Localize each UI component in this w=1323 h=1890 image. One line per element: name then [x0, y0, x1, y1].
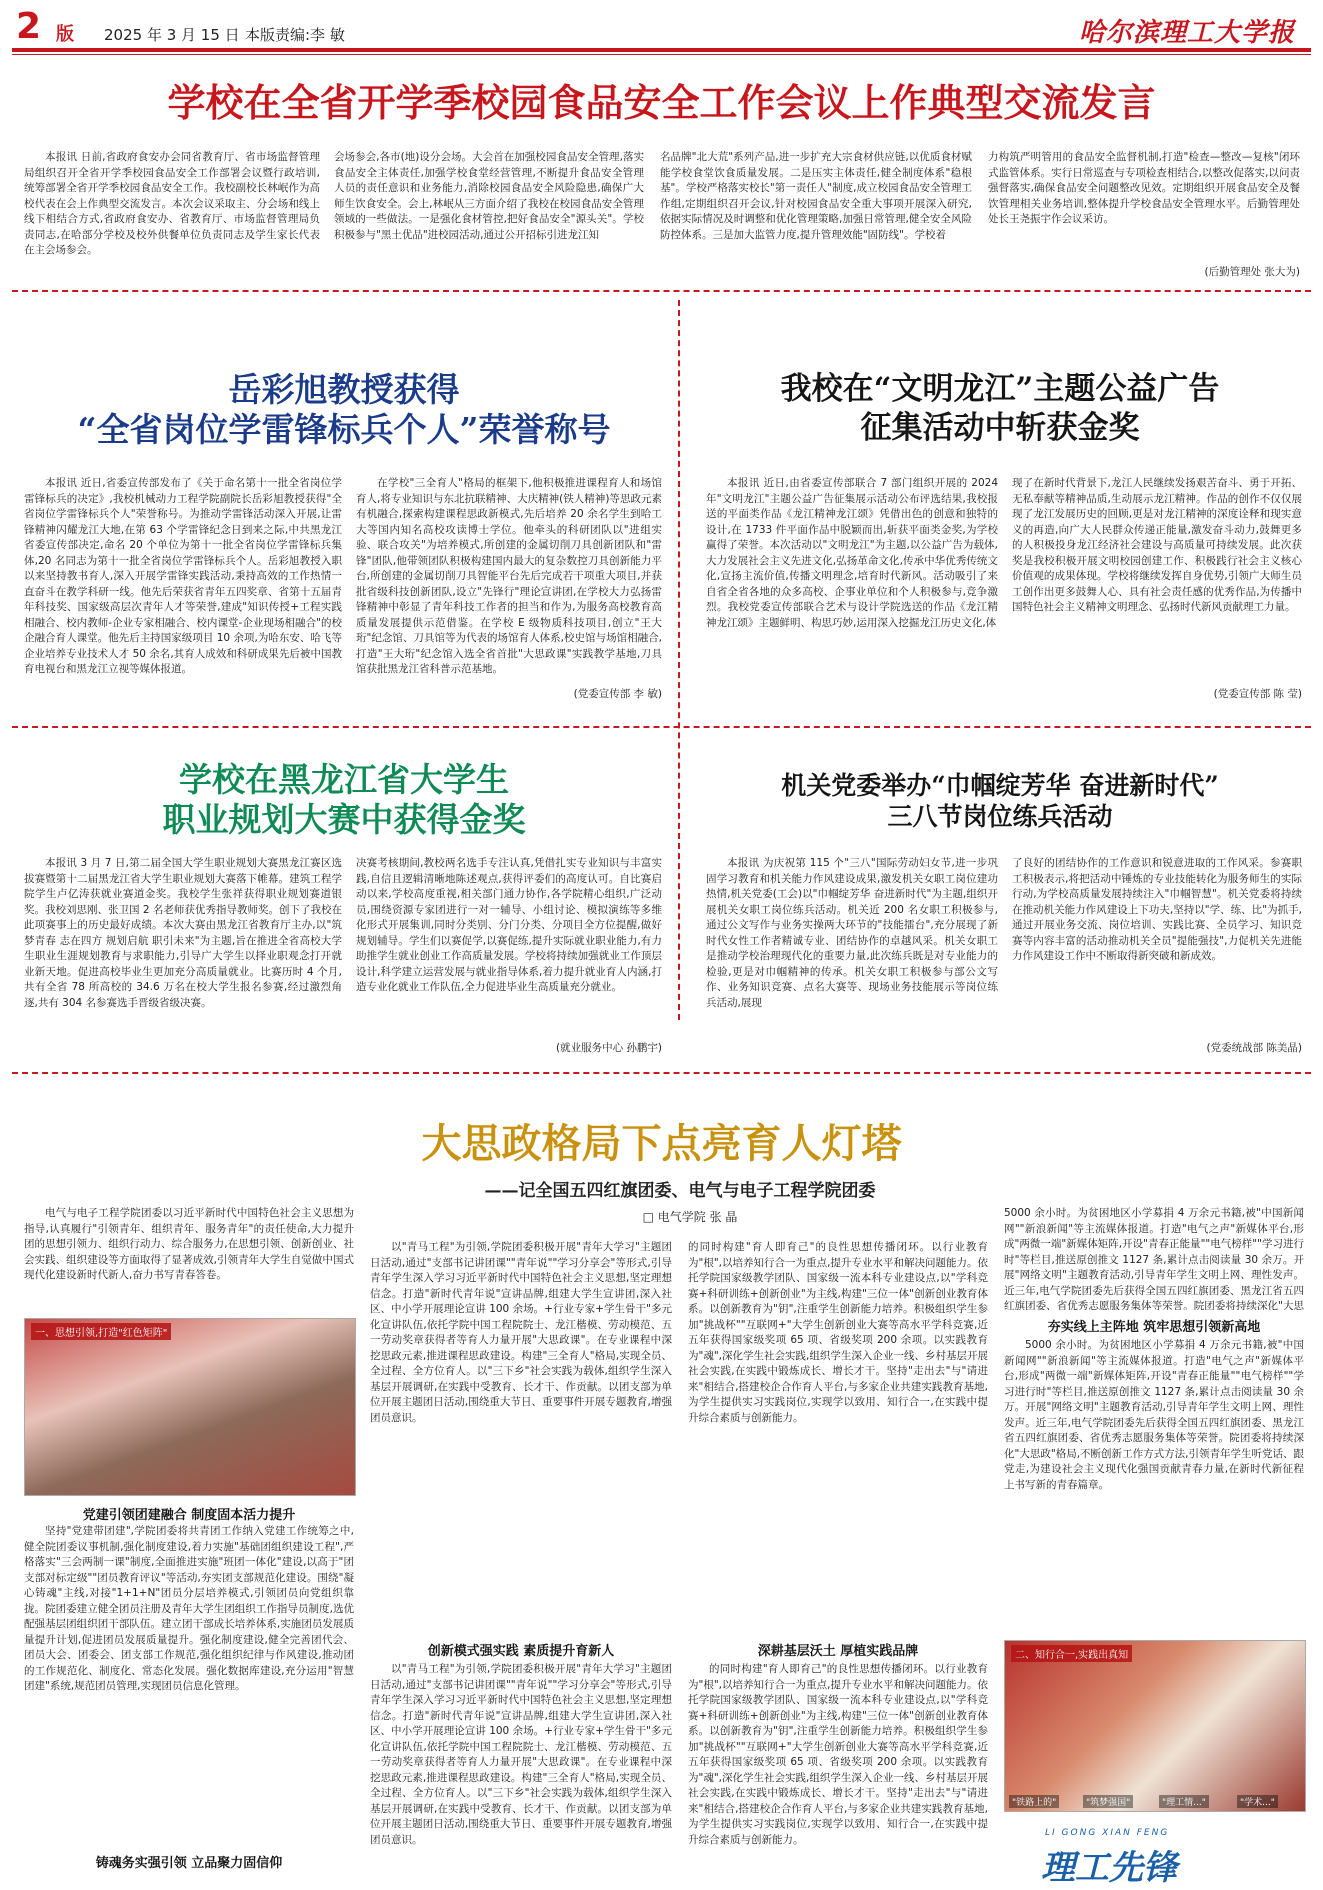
column-divider — [678, 300, 680, 1020]
article2-column — [24, 476, 342, 704]
photo2-label: 二、知行合一,实践出真知 — [1011, 1645, 1132, 1662]
article4-col2-text: 决赛考核期间,教校两名选手专注认真,凭借扎实专业知识与丰富实践,自信且逻辑清晰地陈述观点,获得评委们的高度认可。自比赛启动以来,学校高度重视,相关部门通力协作,各学院精心组织,广泛动员,围绕资源专家团进行一对一辅导、小组讨论、模拟演练等多维化形式开展集训,同时分类别、分门分类、分项目全方位提醒,做好规划辅导。学生们以赛促学,以赛促练,提升实际就业职业能力,有力助推学生就业创业工作高质量发展。学校将持续加强就业工作顶层设计,科学建立运营发展与就业指导体系,着力提升就业育人内涵,打造专业化就业工作队伍,全力促进毕业生高质量充分就业。 — [356, 857, 662, 993]
article4-byline: (就业服务中心 孙鹏宇) — [555, 1042, 662, 1054]
article4-column — [24, 856, 342, 1060]
article4-column — [356, 856, 662, 1034]
article1-column — [660, 150, 972, 276]
article2-column — [356, 476, 662, 678]
feature-intro-text: 电气与电子工程学院团委以习近平新时代中国特色社会主义思想为指导,认真履行"引领青年、组织青年、服务青年"的责任使命,大力提升团的思想引领力、组织行动力、综合服务力,在思想引领、创新创业、社会实践、组织建设等方面取得了显著成效,引领青年大学生自觉做中国式现代化建设新时代新人,奋力书写青春答卷。 — [24, 1207, 354, 1281]
masthead-thin-rule — [12, 54, 1311, 55]
feature-author — [560, 1208, 820, 1225]
photo2-caption: "学术..." — [1237, 1795, 1278, 1808]
page-number: 2 — [16, 6, 42, 47]
article2-byline: (党委宣传部 李 敏) — [573, 688, 662, 700]
feature-colA-text: 坚持"党建带团建",学院团委将共青团工作纳入党建工作统筹之中,健全院团委议事机制,强化制度建设,着力实施"基础团组织建设工程",严格落实"三会两制一课"制度,全面推进实施"班团一体化"建设,以高于"团支部对标定级""团员教育评议"等活动,夯实团支部规范化建设。围绕"凝心铸魂"主线,对接"1+1+N"团员分层培养模式,引领团员向党组织靠拢。院团委建立健全团员注册及青年大学生团组织工作指导员制度,选优配强基层团组织团干部队伍。建立团干部成长培养体系,实施团员发展质量提升计划,促进团员发展质量提升。强化制度建设,健全完善团代会、团员大会、团委会、团支部工作规范,强化组织纪律与作风建设,推动团的工作规范化、制度化、常态化发展。强化数据库建设,充分运用"智慧团建"系统,规范团员管理,实现团员信息化管理。 — [24, 1525, 354, 1692]
feature-subtitle: ——记全国五四红旗团委、电气与电子工程学院团委 — [484, 1181, 876, 1201]
feature-colB-text: 以"青马工程"为引领,学院团委积极开展"青年大学习"主题团日活动,通过"支部书记讲团课""青年说""学习分享会"等形式,引导青年学生深入学习习近平新时代中国特色社会主义思想,坚定理想信念。打造"新时代青年说"宣讲品牌,组建大学生宣讲团,深入社区、中小学开展理论宣讲 100 余场。+行业专家+学生骨干"多元化宣讲队伍,依托学院中国工程院院士、龙江楷模、劳动模范、五一劳动奖章获得者等育人力量开展"大思政课"。在专业课程中深挖思政元素,推进课程思政建设。构建"三全育人"格局,实现全员、全过程、全方位育人。以"三下乡"社会实践为载体,组织学生深入基层开展调研,在实践中受教育、长才干、作贡献。以团支部为单位开展主题团日活动,围绕重大节日、重要事件开展专题教育,增强团员意识。 — [370, 1241, 672, 1424]
article2-headline-line2: “全省岗位学雷锋标兵个人”荣誉称号 — [77, 409, 611, 449]
feature-column-d — [1004, 1206, 1304, 1310]
feature-colD-text: 5000 余小时。为贫困地区小学募捐 4 万余元书籍,被"中国新闻网""新浪新闻"等主流媒体报道。打造"电气之声"新媒体平台,形成"两微一端"新媒体矩阵,开设"青春正能量""电气榜样""学习进行时"等栏目,推送原创推文 1127 条,累计点击阅读量 30 余万。开展"网络文明"主题教育活动,引导青年学生文明上网、理性发声。近三年,电气学院团委先后获得全国五四红旗团委、黑龙江省五四红旗团委、省优秀志愿服务集体等荣誉。院团委将持续深化"大思 — [1004, 1207, 1304, 1310]
article5-headline-line1: 机关党委举办“巾帼绽芳华 奋进新时代” — [781, 771, 1219, 800]
feature-subhead-1: 党建引领团建融合 制度固本活力提升 — [82, 1508, 296, 1523]
page-editor: 本版责编:李 敏 — [245, 26, 345, 44]
photo2-caption: "理工情..." — [1159, 1795, 1209, 1808]
logo-title: 理工先锋 — [1041, 1848, 1177, 1888]
article5-column — [706, 856, 998, 1060]
feature-subhead-3: 创新模式强实践 素质提升育新人 — [427, 1644, 615, 1659]
article3-col2-text: 现了在新时代背景下,龙江人民继续发扬艰苦奋斗、勇于开拓、无私奉献等精神品质,生动展示龙江精神。作品的创作不仅仅展现了龙江发展历史的回顾,更是对龙江精神的深度诠释和现实意义的再造,向广大人民群众传递正能量,激发奋斗动力,鼓舞更多的人积极投身龙江经济社会建设与高质量可持续发展。此次获奖是我校积极开展文明校园创建工作、积极践行社会主义核心价值观的成果体现。学校将继续发挥自身优势,引领广大师生员工创作出更多鼓舞人心、具有社会责任感的优秀作品,为传播中国特色社会主义精神文明理念、弘扬时代新风贡献理工力量。 — [1012, 477, 1302, 613]
article2-col1-text: 本报讯 近日,省委宣传部发布了《关于命名第十一批全省岗位学雷锋标兵的决定》,我校机械动力工程学院副院长岳彩旭教授获得"全省岗位学雷锋标兵个人"荣誉称号。为推动学雷锋活动深入开展,让雷锋精神闪耀龙江大地,在第 63 个学雷锋纪念日到来之际,中共黑龙江省委宣传部决定,命名 20 个单位为第十一批全省岗位学雷锋标兵集体,20 名同志为第十一批全省岗位学雷锋标兵个人。岳彩旭教授入职以来坚持教书育人,深入开展学雷锋实践活动,秉持高效的工作热情一直奋斗在教学科研一线。他先后荣获省青年五四奖章、省第十五届青年科技奖、国家级高层次青年人才等荣誉,建成"知识传授+工程实践相融合、校内教师-企业专家相融合、校内课堂-企业现场相融合"的校企融合育人课堂。他先后主持国家级项目 10 余项,为哈东安、哈飞等企业培养专业技术人才 50 余名,其育人成效和科研成果先后被中国教育电视台和黑龙江立视等媒体报道。 — [24, 477, 342, 675]
feature-column-a — [24, 1524, 354, 1838]
masthead — [0, 0, 1323, 50]
article1-byline: (后勤管理处 张大为) — [1204, 266, 1300, 278]
section-logo — [1027, 1826, 1263, 1888]
article2-col2-text: 在学校"三全育人"格局的框架下,他积极推进课程育人和场馆育人,将专业知识与东北抗联精神、大庆精神(铁人精神)等思政元素有机融合,探索构建课程思政新模式,先后培养 20 余名学生到哈工大等国内知名高校攻读博士学位。他牵头的科研团队以"进组实验、联合攻关"为培养模式,所创建的金属切削刀具创新团队和"雷锋"团队,他带领团队积极构建国内最大的复杂数控刀具创新能力平台,所创建的金属切削刀具智能平台先后完成若干项重大项目,并获批省级科技创新团队,设立"先锋行"理论宣讲团,在学校大力弘扬雷锋精神中彰显了青年科技工作者的担当和作为,为服务高校教育高质量发展提供示范借鉴。在学校 E 级物质科技项目,创立"王大珩"纪念馆、刀具馆等为代表的场馆育人体系,校史馆与场馆相融合,打造"王大珩"纪念馆入选全省首批"大思政课"实践教学基地,刀具馆获批黑龙江省科普示范基地。 — [356, 477, 662, 675]
issue-date: 2025 年 3 月 15 日 — [104, 26, 240, 44]
article3-byline: (党委宣传部 陈 莹) — [1213, 688, 1302, 700]
article5-col2-text: 了良好的团结协作的工作意识和锐意进取的工作风采。参赛职工积极表示,将把活动中锤炼的专业技能转化为服务师生的实际行动,为学校高质量发展持续注入"巾帼智慧"。机关党委将持续在推动机关能力作风建设上下功夫,坚持以"学、练、比"为抓手,通过开展业务交流、岗位培训、实践比赛、全员学习、知识竞赛等内容丰富的活动推动机关全员"提能强技",力促机关先进能力作风建设工作中不断取得新突破和新成效。 — [1012, 857, 1302, 962]
article5-column — [1012, 856, 1302, 1034]
feature-subhead-5: 夯实线上主阵地 筑牢思想引领新高地 — [1047, 1320, 1261, 1335]
photo2-caption: "铁路上的" — [1009, 1795, 1059, 1808]
feature-colC-text: 的同时构建"育人即育己"的良性思想传播闭环。以行业教育为"根",以培养知行合一为重点,提升专业水平和解决问题能力。依托学院国家级教学团队、国家级一流本科专业建设点,以"学科竞赛+科研训练+创新创业"为主线,构建"三位一体"创新创业教育体系。以创新教育为"钥",注重学生创新能力培养。积极组织学生参加"挑战杯""互联网+"大学生创新创业大赛等高水平学科竞赛,近五年获得国家级奖项 65 项、省级奖项 200 余项。以实践教育为"魂",深化学生社会实践,组织学生深入企业一线、乡村基层开展社会实践,在实践中锻炼成长、增长才干。坚持"走出去"与"请进来"相结合,搭建校企合作育人平台,与多家企业共建实践教育基地,为学生提供实习实践岗位,实现学以致用、知行合一,在实践中提升综合素质与创新能力。 — [688, 1241, 988, 1424]
feature-colB2-text: 以"青马工程"为引领,学院团委积极开展"青年大学习"主题团日活动,通过"支部书记讲团课""青年说""学习分享会"等形式,引导青年学生深入学习习近平新时代中国特色社会主义思想,坚定理想信念。打造"新时代青年说"宣讲品牌,组建大学生宣讲团,深入社区、中小学开展理论宣讲 100 余场。+行业专家+学生骨干"多元化宣讲队伍,依托学院中国工程院院士、龙江楷模、劳动模范、五一劳动奖章获得者等育人力量开展"大思政课"。在专业课程中深挖思政元素,推进课程思政建设。构建"三全育人"格局,实现全员、全过程、全方位育人。以"三下乡"社会实践为载体,组织学生深入基层开展调研,在实践中受教育、长才干、作贡献。以团支部为单位开展主题团日活动,围绕重大节日、重要事件开展专题教育,增强团员意识。 — [370, 1663, 672, 1846]
article1-column — [988, 150, 1300, 260]
article4-headline-line2: 职业规划大赛中获得金奖 — [162, 799, 526, 839]
article4-headline — [24, 760, 664, 839]
article1-headline: 学校在全省开学季校园食品安全工作会议上作典型交流发言 — [167, 80, 1156, 125]
newspaper-name: 哈尔滨理工大学报 — [1078, 18, 1295, 48]
logo-subtitle: LI GONG XIAN FENG — [1045, 1828, 1170, 1838]
article3-col1-text: 本报讯 近日,由省委宣传部联合 7 部门组织开展的 2024 年"文明龙江"主题公益广告征集展示活动公布评选结果,我校报送的平面类作品《龙江精神龙江颂》凭借出色的创意和独特的设计,在 1733 件平面作品中脱颖而出,斩获平面类金奖,为学校赢得了荣誉。本次活动以"文明龙江"为主题,以公益广告为载体,大力发展社会主义先进文化,弘扬革命文化,传承中华优秀传统文化,宣扬主流价值,传播文明理念,培育时代新风。活动吸引了来自省全省各地的众多高校、企事业单位和个人积极参与,竞争激烈。我校党委宣传部联合艺术与设计学院选送的作品《龙江精神龙江颂》主题鲜明、构思巧妙,运用深入挖掘龙江历史文化,体 — [706, 477, 998, 629]
feature-column-b2 — [370, 1662, 672, 1884]
article5-headline — [700, 770, 1300, 833]
feature-subhead-4: 深耕基层沃土 厚植实践品牌 — [757, 1644, 919, 1659]
article5-col1-text: 本报讯 为庆祝第 115 个"三八"国际劳动妇女节,进一步巩固学习教育和机关能力作风建设成果,激发机关女职工岗位建功热情,机关党委(工会)以"巾帼绽芳华 奋进新时代"为主题,组织开展机关女职工岗位练兵活动。机关近 200 名女职工积极参与,通过公文写作与业务实操两大环节的"技能擂台",充分展现了新时代女性工作者精诚专业、团结协作的卓越风采。机关女职工是推动学校治理现代化的重要力量,此次练兵既是对专业能力的检验,更是对巾帼精神的传承。机关女职工积极参与部公文写作、业务知识竞赛、点名大赛等、现场业务技能展示等岗位练兵活动,展现 — [706, 857, 998, 1009]
feature-subhead-2: 铸魂务实强引领 立品聚力固信仰 — [95, 1856, 283, 1871]
article1-col3-text: 名品牌"北大荒"系列产品,进一步扩充大宗食材供应链,以优质食材赋能学校食堂饮食质量发展。二是压实主体责任,健全制度体系"稳根基"。学校严格落实校长"第一责任人"制度,成立校园食品安全管理工作组,定期组织召开会议,针对校园食品安全重大事项开展深入研究,依据实际情况及时调整和优化管理策略,加强日常管理,健全安全风险防控体系。三是加大监管力度,提升管理效能"固防线"。学校着 — [660, 151, 972, 241]
article4-headline-line1: 学校在黑龙江省大学生 — [179, 760, 509, 799]
masthead-rule — [12, 48, 1311, 52]
feature-photo-1 — [24, 1318, 356, 1496]
article2-headline — [24, 370, 664, 449]
feature-headline: 大思政格局下点亮育人灯塔 — [421, 1120, 902, 1167]
section-divider — [12, 1072, 1311, 1074]
photo2-caption: "筑梦强国" — [1083, 1795, 1133, 1808]
article3-headline-line2: 征集活动中斩获金奖 — [860, 409, 1140, 446]
section-divider — [12, 290, 1311, 292]
feature-colC2-text: 的同时构建"育人即育己"的良性思想传播闭环。以行业教育为"根",以培养知行合一为重点,提升专业水平和解决问题能力。依托学院国家级教学团队、国家级一流本科专业建设点,以"学科竞赛+科研训练+创新创业"为主线,构建"三位一体"创新创业教育体系。以创新教育为"钥",注重学生创新能力培养。积极组织学生参加"挑战杯""互联网+"大学生创新创业大赛等高水平学科竞赛,近五年获得国家级奖项 65 项、省级奖项 200 余项。以实践教育为"魂",深化学生社会实践,组织学生深入企业一线、乡村基层开展社会实践,在实践中锻炼成长、增长才干。坚持"走出去"与"请进来"相结合,搭建校企合作育人平台,与多家企业共建实践教育基地,为学生提供实习实践岗位,实现学以致用、知行合一,在实践中提升综合素质与创新能力。 — [688, 1663, 988, 1846]
feature-colD2-text: 5000 余小时。为贫困地区小学募捐 4 万余元书籍,被"中国新闻网""新浪新闻"等主流媒体报道。打造"电气之声"新媒体平台,形成"两微一端"新媒体矩阵,开设"青春正能量""电气榜样""学习进行时"等栏目,推送原创推文 1127 条,累计点击阅读量 30 余万。开展"网络文明"主题教育活动,引导青年学生文明上网、理性发声。近三年,电气学院团委先后获得全国五四红旗团委、黑龙江省五四红旗团委、省优秀志愿服务集体等荣誉。院团委将持续深化"大思政"格局,不断创新工作方式方法,引领青年学生听党话、跟党走,为建设社会主义现代化强国贡献青春力量,在新时代新征程上书写新的青春篇章。 — [1004, 1339, 1304, 1491]
article2-headline-line1: 岳彩旭教授获得 — [228, 370, 460, 409]
feature-intro — [24, 1206, 354, 1304]
section-divider — [12, 726, 1311, 728]
article5-headline-line2: 三八节岗位练兵活动 — [887, 802, 1113, 832]
author-box-icon: □ — [642, 1210, 654, 1224]
photo1-label: 一、思想引领,打造"红色矩阵" — [31, 1323, 171, 1340]
feature-photo-2 — [1004, 1640, 1306, 1812]
article3-column — [1012, 476, 1302, 676]
article1-col1-text: 本报讯 日前,省政府食安办会同省教育厅、省市场监督管理局组织召开全省开学季校园食品安全工作部署会议暨行政培训,统筹部署全省开学季校园食品安全工作。我校副校长林岷作为高校代表在会上作典型交流发言。本次会议采取主、分会场和线上线下相结合方式,省政府食安办、省教育厅、市场监督管理局负责同志,在哈部分学校及校外供餐单位负责同志及学生家长代表在主会场参会。 — [24, 151, 320, 256]
article1-column — [24, 150, 320, 276]
feature-author-text: 电气学院 张 晶 — [657, 1210, 738, 1224]
article5-byline: (党委统战部 陈美晶) — [1206, 1042, 1302, 1054]
page-suffix: 版 — [56, 24, 74, 45]
feature-column-d2 — [1004, 1338, 1304, 1626]
article3-column — [706, 476, 998, 704]
feature-column-b — [370, 1240, 672, 1630]
article3-headline — [700, 370, 1300, 448]
article3-headline-line1: 我校在“文明龙江”主题公益广告 — [780, 371, 1220, 407]
article1-col2-text: 会场参会,各市(地)设分会场。大会首在加强校园食品安全管理,落实食品安全主体责任,加强学校食堂经营管理,不断提升食品安全管理人员的责任意识和业务能力,消除校园食品安全风险隐患,确保广大师生饮食安全。会上,林岷从三方面介绍了我校在校园食品安全管理领域的一些做法。一是强化食材管控,把好食品安全"源头关"。学校积极参与"黑土优品"进校园活动,通过公开招标引进龙江知 — [334, 151, 644, 241]
article1-col4-text: 力构筑严明管用的食品安全监督机制,打造"检查—整改—复核"闭环式监管体系。实行日常巡查与专项检查相结合,以整改促落实,以问责强督落实,确保食品安全问题整改见效。定期组织开展食品安全及餐饮管理相关业务培训,整体提升学校食品安全管理水平。后勤管理处处长王尧振宇作会议采访。 — [988, 151, 1300, 225]
feature-column-c2 — [688, 1662, 988, 1884]
feature-column-c — [688, 1240, 988, 1634]
article4-col1-text: 本报讯 3 月 7 日,第二届全国大学生职业规划大赛黑龙江赛区选拔赛暨第十二届黑龙江省大学生职业规划大赛落下帷幕。建筑工程学院学生卢亿涛获就业赛道金奖。我校学生张祥获得职业规划赛道银奖。我校刘思刚、张卫国 2 名老师获优秀指导教师奖。创下了我校在此项赛事上的历史最好成绩。本次大赛由黑龙江省教育厅主办,以"筑梦青春 志在四方 规划启航 职引未来"为主题,旨在推进全省高校大学生职业生涯规划教育与求职能力,引导广大学生以择业职观念打开就业新天地。促进高校毕业生更加充分高质量就业。比赛历时 4 个月,共有全省 78 所高校的 34.6 万名在校大学生报名参赛,经过激烈角逐,共有 304 名参赛选手晋级省级决赛。 — [24, 857, 342, 1009]
article1-column — [334, 150, 644, 276]
